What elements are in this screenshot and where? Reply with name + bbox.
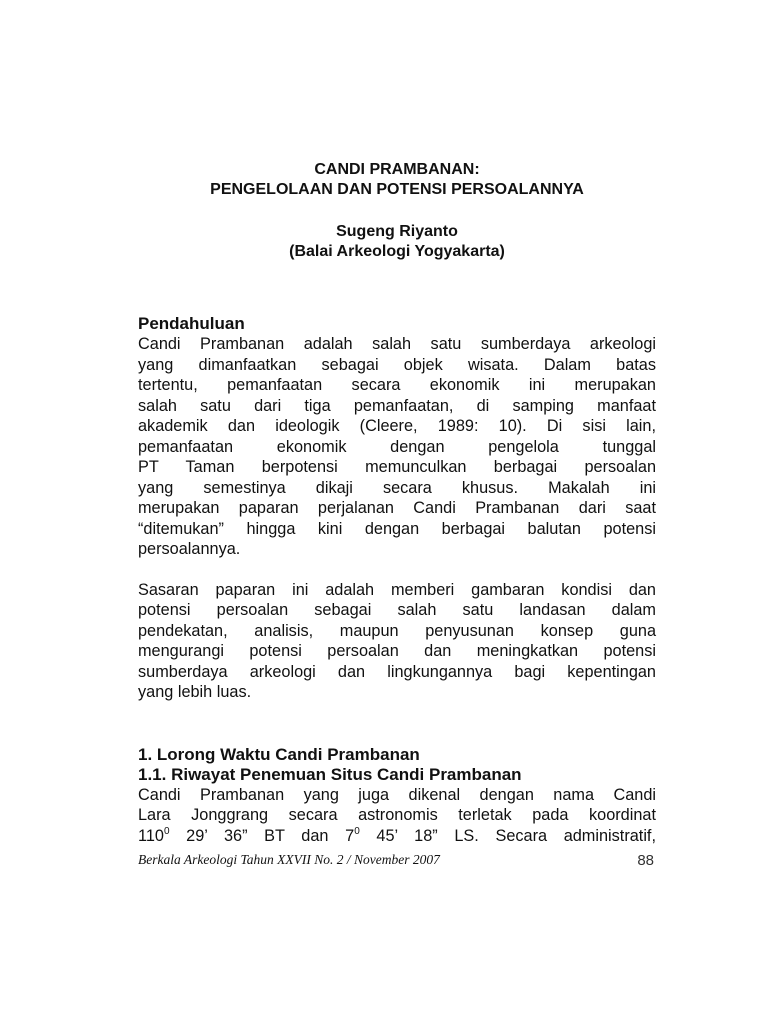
text-line: yang lebih luas. bbox=[138, 683, 252, 701]
text-line: akademik dan ideologik (Cleere, 1989: 10). Di sisi lain, bbox=[138, 417, 656, 435]
text-line: “ditemukan” hingga kini dengan berbagai balutan potensi bbox=[138, 519, 656, 538]
journal-citation: Berkala Arkeologi Tahun XXVII No. 2 / November 2007 bbox=[138, 852, 440, 867]
text-line: Candi Prambanan yang juga dikenal dengan nama Candi bbox=[138, 785, 656, 804]
paper-title bbox=[138, 160, 656, 200]
text-line: merupakan paparan perjalanan Candi Prambanan dari saat bbox=[138, 499, 656, 517]
intro-paragraph-2 bbox=[138, 580, 656, 703]
text-line: Candi Prambanan adalah salah satu sumberdaya arkeologi bbox=[138, 335, 656, 353]
author-block bbox=[138, 222, 656, 262]
coordinate-line bbox=[138, 826, 656, 847]
text-line: Lara Jonggrang secara astronomis terletak pada koordinat bbox=[138, 806, 656, 824]
text-line: pemanfaatan ekonomik dengan pengelola tunggal bbox=[138, 437, 656, 456]
degree-superscript: 0 bbox=[354, 825, 360, 837]
section-1-1-heading: 1.1. Riwayat Penemuan Situs Candi Prambanan bbox=[138, 764, 522, 784]
section-1-heading: 1. Lorong Waktu Candi Prambanan bbox=[138, 744, 420, 764]
section-1-1-paragraph bbox=[138, 785, 656, 847]
text-line: potensi persoalan sebagai salah satu landasan dalam bbox=[138, 601, 656, 619]
text-line: Sasaran paparan ini adalah memberi gambaran kondisi dan bbox=[138, 580, 656, 599]
text-line: mengurangi potensi persoalan dan meningkatkan potensi bbox=[138, 642, 656, 660]
author-affiliation: (Balai Arkeologi Yogyakarta) bbox=[289, 243, 505, 260]
coord-longitude-deg: 110 bbox=[138, 826, 164, 845]
author-name: Sugeng Riyanto bbox=[336, 223, 458, 240]
title-line-2: PENGELOLAAN DAN POTENSI PERSOALANNYA bbox=[210, 181, 584, 198]
text-line: tertentu, pemanfaatan secara ekonomik ini merupakan bbox=[138, 376, 656, 394]
intro-paragraph-1 bbox=[138, 334, 656, 560]
coord-text: 29’ 36” BT dan 7 bbox=[169, 826, 355, 845]
text-line: yang semestinya dikaji secara khusus. Makalah ini bbox=[138, 478, 656, 497]
text-line: pendekatan, analisis, maupun penyusunan konsep guna bbox=[138, 621, 656, 640]
degree-superscript: 0 bbox=[163, 825, 170, 837]
title-line-1: CANDI PRAMBANAN: bbox=[314, 161, 480, 178]
text-line: PT Taman berpotensi memunculkan berbagai persoalan bbox=[138, 458, 656, 476]
intro-heading: Pendahuluan bbox=[138, 314, 245, 333]
page-number: 88 bbox=[637, 852, 654, 869]
text-line: sumberdaya arkeologi dan lingkungannya bagi kepentingan bbox=[138, 662, 656, 681]
text-line: persoalannya. bbox=[138, 540, 241, 558]
paper-page bbox=[138, 160, 656, 846]
paragraph-gap bbox=[138, 560, 656, 580]
text-line: salah satu dari tiga pemanfaatan, di samping manfaat bbox=[138, 396, 656, 415]
text-line: yang dimanfaatkan sebagai objek wisata. Dalam batas bbox=[138, 355, 656, 374]
page-footer bbox=[138, 852, 656, 872]
coord-text: 45’ 18” LS. Secara administratif, bbox=[359, 826, 656, 845]
